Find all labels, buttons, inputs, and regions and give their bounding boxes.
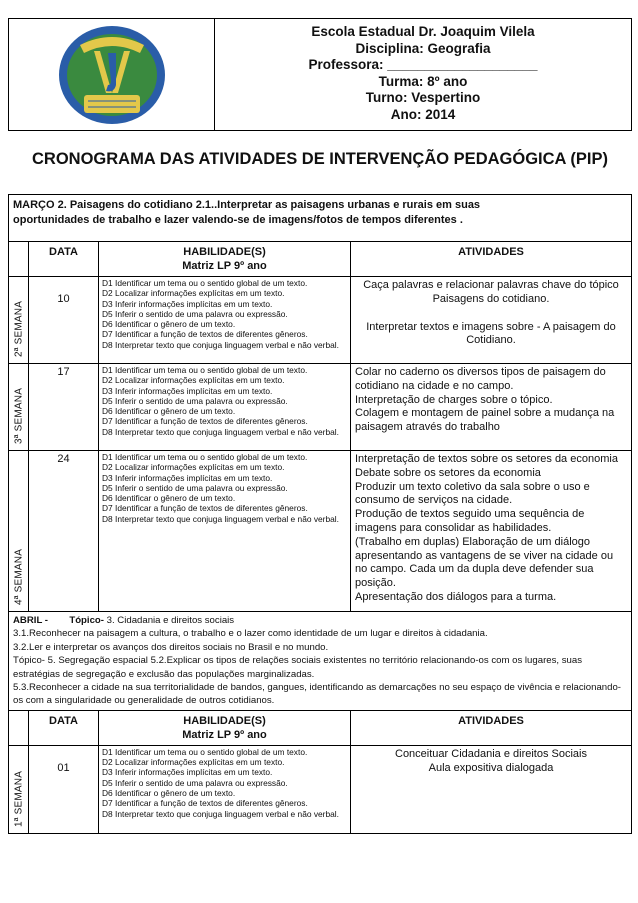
- activity-item: Apresentação dos diálogos para a turma.: [355, 590, 557, 603]
- activities-cell: [351, 451, 632, 612]
- march-row: [9, 195, 632, 242]
- skill-item: D6 Identificar o gênero de um texto.: [102, 493, 236, 504]
- activity-item: Caça palavras e relacionar palavras chave do tópico Paisagens do cotidiano.: [363, 279, 619, 305]
- skill-item: D8 Interpretar texto que conjuga linguagem verbal e não verbal.: [102, 426, 339, 437]
- march-line-1: MARÇO 2. Paisagens do cotidiano 2.1..Interpretar as paisagens urbanas e rurais em suas: [13, 199, 481, 211]
- activities-cell: [351, 745, 632, 833]
- activity-item: Debate sobre os setores da economia: [355, 466, 541, 479]
- blank-header: [9, 710, 29, 745]
- skills-header-label: HABILIDADE(S): [183, 246, 266, 258]
- skill-item: D2 Localizar informações explícitas em um texto.: [102, 288, 285, 299]
- march-line-2: oportunidades de trabalho e lazer valendo-se de imagens/fotos de tempos diferentes .: [13, 214, 463, 226]
- skill-item: D5 Inferir o sentido de uma palavra ou expressão.: [102, 308, 288, 319]
- skill-item: D3 Inferir informações implícitas em um texto.: [102, 767, 273, 778]
- activities-cell: [351, 277, 632, 364]
- shift: Turno: Vespertino: [365, 90, 481, 105]
- activity-item: Aula expositiva dialogada: [428, 761, 554, 774]
- skill-item: D1 Identificar um tema ou o sentido global de um texto.: [102, 452, 308, 462]
- skill-item: D1 Identificar um tema ou o sentido global de um texto.: [102, 278, 308, 288]
- week-label-cell: [9, 451, 29, 612]
- skills-header: [99, 242, 351, 277]
- april-label: ABRIL -: [13, 615, 48, 626]
- april-line: 3.1.Reconhecer na paisagem a cultura, o trabalho e o lazer como identidade de um lugar e direitos à cidadania.: [13, 628, 488, 640]
- activities-header: ATIVIDADES: [351, 242, 632, 277]
- week-label-cell: [9, 745, 29, 833]
- table-row: [9, 277, 632, 364]
- week-label: 1ª SEMANA: [13, 770, 24, 827]
- activity-item: Interpretar textos e imagens sobre - A paisagem do Cotidiano.: [366, 320, 616, 347]
- date-cell: 24: [29, 451, 99, 612]
- date-cell: 10: [29, 277, 99, 364]
- discipline: Disciplina: Geografia: [355, 40, 491, 56]
- skill-item: D2 Localizar informações explícitas em um texto.: [102, 462, 285, 473]
- date-cell: 17: [29, 364, 99, 451]
- week-label: 2ª SEMANA: [13, 300, 24, 357]
- skill-item: D2 Localizar informações explícitas em um texto.: [102, 757, 285, 768]
- skills-header: [99, 710, 351, 745]
- april-row: [9, 612, 632, 711]
- table-header: [9, 242, 632, 277]
- skills-header-sub: Matriz LP 9º ano: [182, 728, 267, 741]
- page-title: CRONOGRAMA DAS ATIVIDADES DE INTERVENÇÃO PEDAGÓGICA (PIP): [31, 150, 608, 168]
- april-description: [9, 612, 632, 711]
- skill-item: D2 Localizar informações explícitas em um texto.: [102, 375, 285, 386]
- activity-item: Conceituar Cidadania e direitos Sociais: [395, 747, 587, 760]
- grade: Turma: 8º ano: [378, 73, 468, 89]
- april-topic-label: Tópico-: [69, 615, 104, 626]
- week-label: 4ª SEMANA: [13, 548, 24, 605]
- year: Ano: 2014: [390, 106, 456, 122]
- week-label-cell: [9, 364, 29, 451]
- skill-item: D5 Inferir o sentido de uma palavra ou expressão.: [102, 777, 288, 788]
- table-row: [9, 745, 632, 833]
- skill-item: D6 Identificar o gênero de um texto.: [102, 319, 236, 330]
- skills-header-sub: Matriz LP 9º ano: [182, 260, 267, 272]
- skill-item: D8 Interpretar texto que conjuga linguagem verbal e não verbal.: [102, 339, 339, 350]
- skill-item: D7 Identificar a função de textos de diferentes gêneros.: [102, 798, 308, 809]
- school-info: [215, 19, 631, 130]
- activity-item: Produzir um texto coletivo da sala sobre o uso e consumo de serviços na cidade.: [355, 480, 590, 507]
- skill-item: D8 Interpretar texto que conjuga linguagem verbal e não verbal.: [102, 513, 339, 524]
- april-line: 5.3.Reconhecer a cidade na sua territorialidade de bandos, gangues, identificando as demarcações no seu espaço de vivência e relacionando-os com a singularidade ou generalidade de outros cotidianos.: [13, 682, 622, 707]
- skill-item: D5 Inferir o sentido de uma palavra ou expressão.: [102, 482, 288, 493]
- date-header: DATA: [29, 710, 99, 745]
- table-row: [9, 451, 632, 612]
- skill-item: D3 Inferir informações implícitas em um texto.: [102, 472, 273, 483]
- table-row: [9, 364, 632, 451]
- teacher: Professora: ____________________: [308, 57, 538, 72]
- week-label-cell: [9, 277, 29, 364]
- logo-cell: [9, 19, 215, 130]
- date-cell: 01: [29, 745, 99, 833]
- activity-spacer: [355, 307, 627, 321]
- schedule-table: [8, 194, 632, 834]
- activities-cell: [351, 364, 632, 451]
- activity-item: (Trabalho em duplas) Elaboração de um diálogo apresentando as vantagens de se viver na cidade ou no campo. Cada um da dupla deve defender sua posição.: [355, 535, 614, 590]
- april-line: Tópico- 5. Segregação espacial 5.2.Explicar os tipos de relações sociais existentes no território relacionando-os com os lugares, suas estratégias de segregação e exclusão das populações marginalizadas.: [13, 655, 582, 680]
- activity-item: Interpretação de textos sobre os setores da economia: [355, 453, 618, 465]
- date-header: DATA: [29, 242, 99, 277]
- activity-item: Interpretação de charges sobre o tópico.: [355, 393, 553, 406]
- header-box: [8, 18, 632, 131]
- skill-item: D5 Inferir o sentido de uma palavra ou expressão.: [102, 395, 288, 406]
- skills-cell: [99, 451, 351, 612]
- activities-header: ATIVIDADES: [351, 710, 632, 745]
- skill-item: D1 Identificar um tema ou o sentido global de um texto.: [102, 365, 308, 375]
- skills-cell: [99, 364, 351, 451]
- blank-header: [9, 242, 29, 277]
- skill-item: D6 Identificar o gênero de um texto.: [102, 788, 236, 799]
- april-line: 3.2.Ler e interpretar os avanços dos direitos sociais no Brasil e no mundo.: [13, 641, 329, 653]
- week-label: 3ª SEMANA: [13, 387, 24, 444]
- skills-header-label: HABILIDADE(S): [183, 714, 266, 727]
- skill-item: D7 Identificar a função de textos de diferentes gêneros.: [102, 329, 308, 340]
- april-heading: [13, 614, 627, 627]
- activity-item: Colagem e montagem de painel sobre a mudança na paisagem através do trabalho: [355, 407, 615, 434]
- skills-cell: [99, 745, 351, 833]
- skill-item: D7 Identificar a função de textos de diferentes gêneros.: [102, 503, 308, 514]
- skill-item: D3 Inferir informações implícitas em um texto.: [102, 385, 273, 396]
- march-description: [9, 195, 632, 242]
- table-header: [9, 710, 632, 745]
- skill-item: D1 Identificar um tema ou o sentido global de um texto.: [102, 746, 308, 757]
- skill-item: D8 Interpretar texto que conjuga linguagem verbal e não verbal.: [102, 808, 339, 819]
- skill-item: D7 Identificar a função de textos de diferentes gêneros.: [102, 416, 308, 427]
- skill-item: D3 Inferir informações implícitas em um texto.: [102, 298, 273, 309]
- school-name: Escola Estadual Dr. Joaquim Vilela: [311, 24, 535, 39]
- april-topic: 3. Cidadania e direitos sociais: [103, 615, 235, 626]
- skills-cell: [99, 277, 351, 364]
- school-logo: [56, 23, 168, 127]
- skill-item: D6 Identificar o gênero de um texto.: [102, 406, 236, 417]
- activity-item: Colar no caderno os diversos tipos de paisagem do cotidiano na cidade e no campo.: [355, 366, 606, 392]
- activity-item: Produção de textos seguido uma sequência de imagens para consolidar as habilidades.: [355, 508, 585, 534]
